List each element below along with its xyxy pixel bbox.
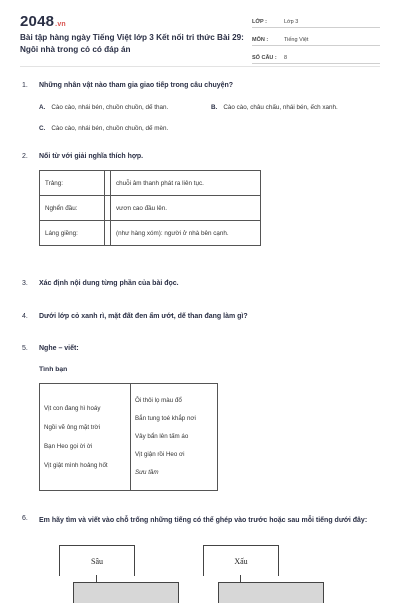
matching-table — [39, 170, 261, 246]
meta-row-count: SỐ CÂU : 8 — [252, 49, 380, 64]
match-meaning: (như hàng xóm): người ở nhà bên cạnh. — [111, 221, 261, 246]
match-meaning: chuỗi âm thanh phát ra liên tục. — [111, 171, 261, 196]
poem-line: Bắn tung toé khắp nơi — [135, 415, 196, 422]
question-6: Em hãy tìm và viết vào chỗ trống những tiếng có thể ghép vào trước hoặc sau mỗi tiếng dưới đây: — [39, 517, 368, 524]
question-4: 4. Dưới lớp cỏ xanh rì, mặt đất đen ẩm ướt, dế than đang làm gì? — [22, 313, 248, 320]
header-divider — [20, 66, 380, 67]
poem-line: Ôi thôi lọ màu đổ — [135, 397, 182, 404]
poem-line: Vịt giận rồi Heo ơi — [135, 451, 185, 458]
table-row — [40, 196, 261, 221]
poem-line: Ngồi vẽ ông mặt trời — [44, 424, 100, 431]
poem-line: Bạn Heo gọi ời ời — [44, 443, 93, 450]
meta-panel — [252, 13, 380, 67]
match-meaning: vươn cao đầu lên. — [111, 196, 261, 221]
question-6-number: 6. — [22, 515, 28, 522]
word-box-sau: Sâu — [59, 545, 135, 576]
poem-title: Tình bạn — [39, 366, 68, 373]
question-2: 2. Nối từ với giải nghĩa thích hợp. — [22, 153, 144, 160]
word-box-xau: Xấu — [203, 545, 279, 576]
question-1: 1. Những nhân vật nào tham gia giao tiếp trong câu chuyện? — [22, 82, 234, 89]
q1-option-b[interactable]: B. Cào cào, châu chấu, nhái bén, ếch xanh. — [211, 104, 338, 111]
poem-right-column — [131, 384, 218, 491]
poem-table — [39, 383, 218, 491]
poem-line: Vịt con đang hì hoáy — [44, 405, 101, 412]
table-row — [40, 221, 261, 246]
match-word: Trảng: — [40, 171, 105, 196]
match-word: Láng giềng: — [40, 221, 105, 246]
q1-option-c[interactable]: C. Cào cào, nhái bén, chuồn chuồn, dế mèn. — [39, 125, 169, 132]
page-title: Bài tập hàng ngày Tiếng Việt lớp 3 Kết nối tri thức Bài 29: Ngôi nhà trong cỏ có đáp án — [20, 33, 244, 54]
poem-left-column — [40, 384, 131, 491]
question-3: 3. Xác định nội dung từng phần của bài đọc. — [22, 280, 179, 287]
meta-row-grade: LỚP : Lớp 3 — [252, 13, 380, 28]
q1-option-a[interactable]: A. Cào cào, nhái bén, chuồn chuồn, dế than. — [39, 104, 169, 111]
question-5: 5. Nghe – viết: — [22, 345, 79, 352]
poem-line: Vịt giật mình hoảng hốt — [44, 462, 108, 469]
table-row — [40, 171, 261, 196]
poem-source: Sưu tầm — [135, 469, 159, 476]
match-word: Nghển đầu: — [40, 196, 105, 221]
site-logo[interactable]: 2048.vn — [20, 13, 66, 30]
poem-line: Vây bẩn lên tấm áo — [135, 433, 189, 440]
meta-row-subject: MÔN : Tiếng Việt — [252, 31, 380, 46]
